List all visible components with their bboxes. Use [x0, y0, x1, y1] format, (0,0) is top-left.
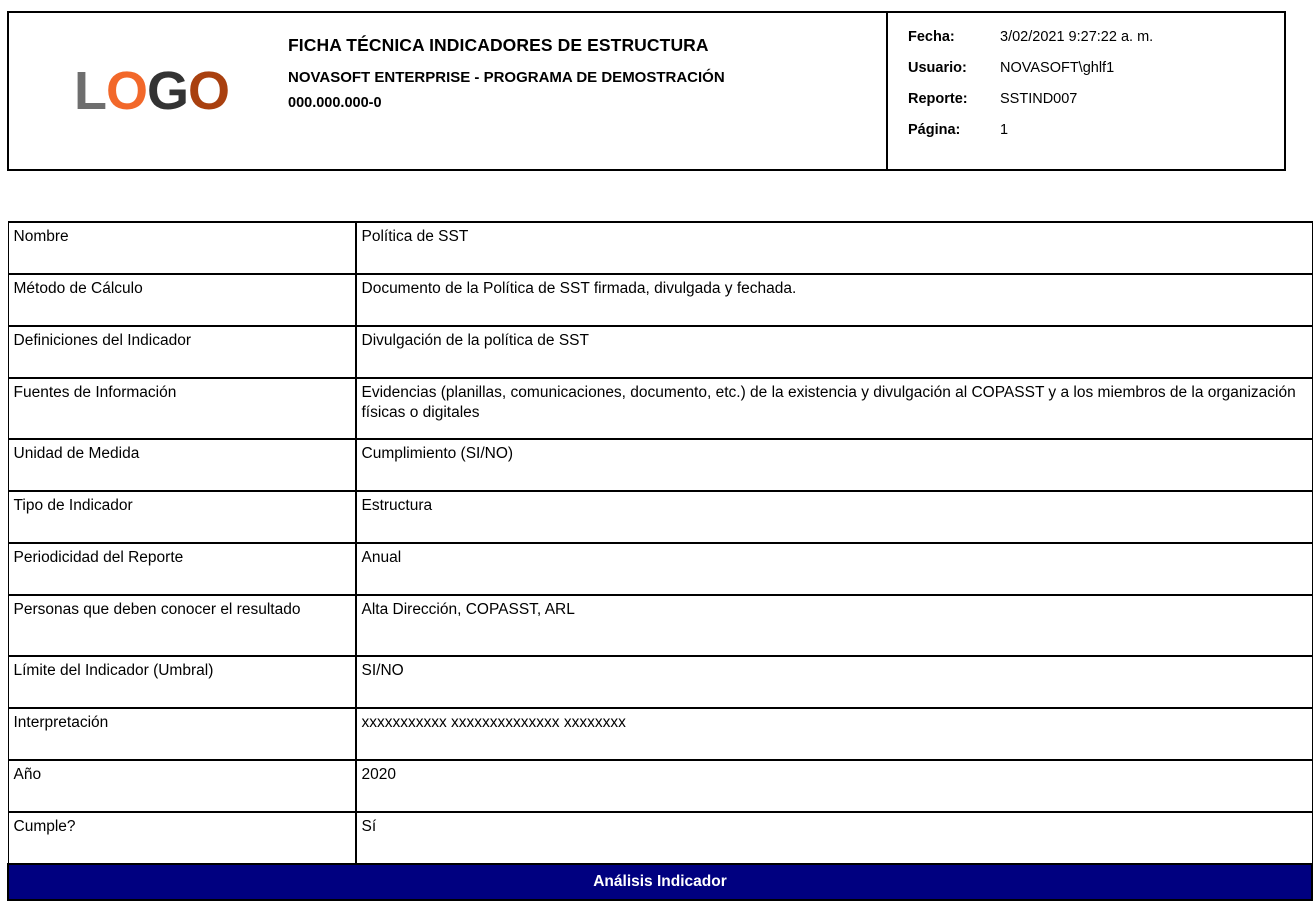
table-row	[8, 760, 1312, 812]
row-value-unidad-de-medida: Cumplimiento (SI/NO)	[356, 439, 1313, 491]
row-label-cumple: Cumple?	[8, 812, 356, 864]
table-row	[8, 812, 1312, 864]
row-label-unidad-de-medida: Unidad de Medida	[8, 439, 356, 491]
row-label-ano: Año	[8, 760, 356, 812]
table-row	[8, 543, 1312, 595]
metadata-row-pagina	[908, 122, 1284, 138]
row-label-periodicidad-del-reporte: Periodicidad del Reporte	[8, 543, 356, 595]
metadata-cell	[886, 13, 1284, 169]
row-value-interpretacion: xxxxxxxxxxx xxxxxxxxxxxxxx xxxxxxxx	[356, 708, 1313, 760]
row-value-tipo-de-indicador: Estructura	[356, 491, 1313, 543]
section-banner-analisis-indicador: Análisis Indicador	[8, 864, 1312, 900]
metadata-value-pagina: 1	[1000, 122, 1009, 138]
row-label-tipo-de-indicador: Tipo de Indicador	[8, 491, 356, 543]
row-value-ano: 2020	[356, 760, 1313, 812]
logo-letter-l: L	[73, 61, 106, 121]
indicator-detail-table	[7, 221, 1313, 901]
table-row	[8, 595, 1312, 656]
table-row	[8, 378, 1312, 439]
logo-letter-o-rust: O	[188, 61, 230, 121]
metadata-label-fecha: Fecha:	[908, 29, 955, 45]
table-row	[8, 439, 1312, 491]
row-label-fuentes-de-informacion: Fuentes de Información	[8, 378, 356, 439]
table-row	[8, 656, 1312, 708]
logo-letter-g: G	[146, 61, 188, 121]
table-row	[8, 222, 1312, 274]
row-label-definiciones-del-indicador: Definiciones del Indicador	[8, 326, 356, 378]
metadata-row-reporte	[908, 91, 1284, 107]
metadata-value-reporte: SSTIND007	[1000, 91, 1078, 107]
logo-cell	[9, 13, 284, 169]
row-label-interpretacion: Interpretación	[8, 708, 356, 760]
table-row	[8, 326, 1312, 378]
row-value-limite-del-indicador-umbral: SI/NO	[356, 656, 1313, 708]
metadata-value-fecha: 3/02/2021 9:27:22 a. m.	[1000, 29, 1154, 45]
section-banner-row	[8, 864, 1312, 900]
table-row	[8, 708, 1312, 760]
row-value-nombre: Política de SST	[356, 222, 1313, 274]
metadata-label-reporte: Reporte:	[908, 91, 968, 107]
metadata-row-fecha	[908, 29, 1284, 45]
row-label-limite-del-indicador-umbral: Límite del Indicador (Umbral)	[8, 656, 356, 708]
table-row	[8, 491, 1312, 543]
title-cell	[284, 13, 886, 169]
metadata-row-usuario	[908, 60, 1284, 76]
company-nit: 000.000.000-0	[288, 95, 382, 112]
logo-letter-o-orange: O	[105, 61, 147, 121]
row-value-personas-que-deben-conocer-el-resultado: Alta Dirección, COPASST, ARL	[356, 595, 1313, 656]
row-value-cumple: Sí	[356, 812, 1313, 864]
row-label-nombre: Nombre	[8, 222, 356, 274]
row-value-metodo-de-calculo: Documento de la Política de SST firmada, divulgada y fechada.	[356, 274, 1313, 326]
table-row	[8, 274, 1312, 326]
company-logo	[73, 61, 230, 121]
company-name: NOVASOFT ENTERPRISE - PROGRAMA DE DEMOSTRACIÓN	[288, 68, 725, 86]
row-value-definiciones-del-indicador: Divulgación de la política de SST	[356, 326, 1313, 378]
metadata-label-usuario: Usuario:	[908, 60, 967, 76]
row-label-personas-que-deben-conocer-el-resultado: Personas que deben conocer el resultado	[8, 595, 356, 656]
report-header	[7, 11, 1286, 171]
row-value-periodicidad-del-reporte: Anual	[356, 543, 1313, 595]
metadata-label-pagina: Página:	[908, 122, 961, 138]
metadata-value-usuario: NOVASOFT\ghlf1	[1000, 60, 1115, 76]
row-value-fuentes-de-informacion: Evidencias (planillas, comunicaciones, documento, etc.) de la existencia y divulgación al COPASST y a los miembros de la organización físicas o digitales	[356, 378, 1313, 439]
report-title: FICHA TÉCNICA INDICADORES DE ESTRUCTURA	[288, 35, 709, 55]
row-label-metodo-de-calculo: Método de Cálculo	[8, 274, 356, 326]
